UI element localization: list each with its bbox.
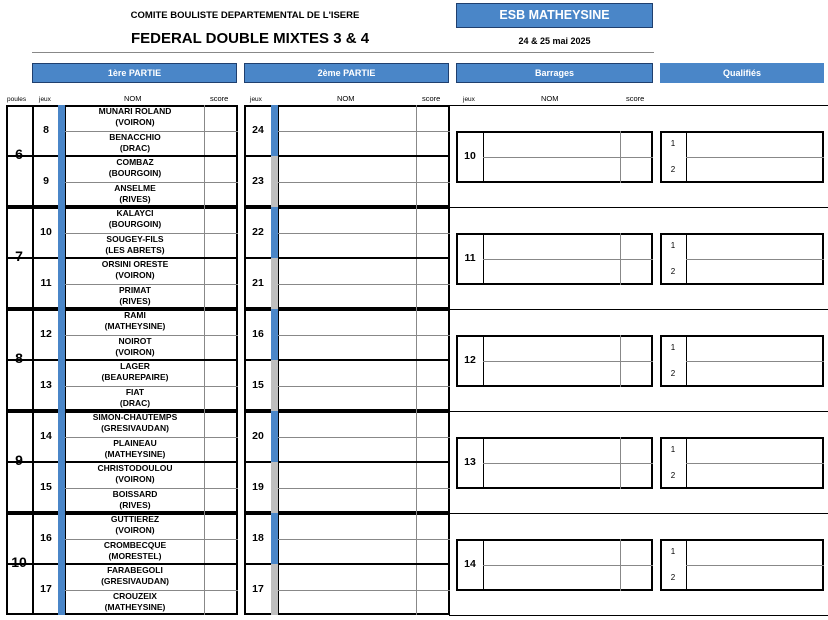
barrage-number: 12 [464,354,476,366]
section-partie2: 2ème PARTIE [244,63,449,83]
jeu-number: 18 [252,531,264,544]
accent-bar [58,513,65,564]
team-club: (MATHEYSINE) [104,601,166,612]
qualif-rank: 1 [670,139,676,148]
jeu-number: 12 [40,327,52,340]
barrage-number: 11 [464,252,476,264]
divider [449,513,828,514]
divider [278,386,450,387]
col-label-score: score [626,94,645,103]
divider [686,259,824,260]
divider [278,257,450,259]
team-club: (GRESIVAUDAN) [101,423,169,433]
jeu-number: 20 [252,429,264,442]
poule-number: 8 [15,350,23,366]
team-club: (VOIRON) [115,117,155,127]
col-label-jeux: jeux [250,96,262,103]
jeu-number: 24 [252,123,264,136]
team-club: (BEAUREPAIRE) [101,372,169,382]
team-name: BENACCHIO [109,131,161,142]
divider [449,615,828,616]
team-club: (MATHEYSINE) [104,448,166,459]
col-label-score: score [422,94,441,103]
accent-bar [58,258,65,309]
divider [278,335,450,336]
team-club: (RIVES) [119,295,151,306]
accent-bar [271,411,278,462]
team-name: CROUZEIX [113,590,157,601]
accent-bar [58,207,65,258]
jeu-number: 9 [43,174,49,187]
jeu-number: 15 [252,378,264,391]
poule-number: 6 [15,146,23,162]
divider [278,155,450,157]
team-name: ORSINI ORESTE [101,259,169,269]
team-club: (VOIRON) [115,525,155,535]
divider [686,463,824,464]
divider [278,284,450,285]
organisation-title: COMITE BOULISTE DEPARTEMENTAL DE L'ISERE [130,10,360,21]
qualif-rank: 1 [670,547,676,556]
divider [32,257,58,259]
col-label-jeux: jeux [463,96,475,103]
jeu-number: 13 [40,378,52,391]
divider [483,565,653,566]
grey-bar [271,258,278,309]
jeu-number: 17 [252,582,264,595]
grey-bar [271,156,278,207]
qualif-rank: 1 [670,343,676,352]
team-club: (VOIRON) [115,346,155,357]
team-name: CROMBECQUE [103,539,167,550]
divider [244,359,271,361]
jeu-number: 15 [40,480,52,493]
col-label-nom: NOM [124,94,142,103]
qualif-rank: 2 [670,369,676,378]
barrage-number: 14 [464,558,476,570]
col-label-score: score [210,94,229,103]
section-partie1: 1ère PARTIE [32,63,237,83]
qualif-rank: 2 [670,165,676,174]
divider [483,463,653,464]
team-name: MUNARI ROLAND [98,106,172,116]
divider [278,131,450,132]
accent-bar [58,411,65,462]
team-club: (MATHEYSINE) [104,321,166,331]
divider [449,411,828,412]
team-name: BOISSARD [112,488,158,499]
col-label-jeux: jeux [39,96,51,103]
divider [686,157,824,158]
divider [244,155,271,157]
divider [449,207,828,208]
qualif-rank: 1 [670,241,676,250]
accent-bar [58,564,65,615]
jeu-number: 19 [252,480,264,493]
jeu-number: 23 [252,174,264,187]
divider [278,461,450,463]
divider [32,155,58,157]
accent-bar [58,309,65,360]
team-name: SOUGEY-FILS [106,233,164,244]
divider [483,259,653,260]
barrage-number: 13 [464,456,476,468]
accent-bar [58,105,65,156]
divider [32,359,58,361]
qualif-rank: 2 [670,471,676,480]
grey-bar [271,462,278,513]
accent-bar [271,105,278,156]
section-qualifies: Qualifiés [660,63,824,83]
team-club: (MORESTEL) [108,550,162,561]
qualif-rank: 1 [670,445,676,454]
section-barrages: Barrages [456,63,653,83]
divider [278,563,450,565]
jeu-number: 21 [252,276,264,289]
divider [32,563,58,565]
grey-bar [271,360,278,411]
team-name: LAGER [120,361,150,371]
club-banner: ESB MATHEYSINE [456,3,653,28]
jeu-number: 11 [40,276,52,289]
accent-bar [58,462,65,513]
jeu-number: 10 [40,225,52,238]
team-name: RAMI [124,310,146,320]
divider [278,182,450,183]
jeu-number: 17 [40,582,52,595]
poule-number: 7 [15,248,23,264]
qualif-rank: 2 [670,573,676,582]
jeu-number: 16 [252,327,264,340]
accent-bar [58,360,65,411]
team-name: PLAINEAU [113,437,157,448]
divider [278,590,450,591]
team-name: COMBAZ [116,157,154,167]
divider [483,157,653,158]
team-club: (VOIRON) [115,474,155,484]
divider [244,257,271,259]
divider [278,437,450,438]
divider [686,361,824,362]
barrage-number: 10 [464,150,476,162]
team-club: (BOURGOIN) [108,219,162,229]
poule-number: 9 [15,452,23,468]
jeu-number: 16 [40,531,52,544]
event-date: 24 & 25 mai 2025 [518,36,591,46]
divider [483,361,653,362]
team-name: CHRISTODOULOU [97,463,173,473]
divider [278,233,450,234]
team-name: GUTTIEREZ [110,514,160,524]
qualif-rank: 2 [670,267,676,276]
divider [278,488,450,489]
team-club: (GRESIVAUDAN) [101,576,169,586]
team-club: (DRAC) [119,142,151,153]
jeu-number: 14 [40,429,52,442]
team-name: FIAT [125,386,145,397]
divider [686,565,824,566]
col-label-nom: NOM [541,94,559,103]
team-club: (DRAC) [119,397,151,408]
poule-number: 10 [11,554,27,570]
jeu-number: 22 [252,225,264,238]
divider [244,563,271,565]
accent-bar [271,513,278,564]
competition-title: FEDERAL DOUBLE MIXTES 3 & 4 [130,30,370,47]
team-name: SIMON-CHAUTEMPS [92,412,178,422]
divider [32,461,58,463]
team-name: NOIROT [118,335,152,346]
grey-bar [271,564,278,615]
divider [278,539,450,540]
accent-bar [271,207,278,258]
team-club: (VOIRON) [115,270,155,280]
team-name: KALAYCI [116,208,154,218]
divider [449,105,828,106]
divider [278,359,450,361]
col-label-poules: poules [7,96,27,103]
accent-bar [58,156,65,207]
team-club: (LES ABRETS) [105,244,165,255]
team-name: ANSELME [114,182,156,193]
team-name: PRIMAT [119,284,151,295]
col-label-nom: NOM [337,94,355,103]
accent-bar [271,309,278,360]
header-divider [32,52,654,53]
team-club: (BOURGOIN) [108,168,162,178]
team-name: FARABEGOLI [107,565,163,575]
divider [244,461,271,463]
divider [449,309,828,310]
jeu-number: 8 [43,123,49,136]
team-club: (RIVES) [119,499,151,510]
team-club: (RIVES) [119,193,151,204]
